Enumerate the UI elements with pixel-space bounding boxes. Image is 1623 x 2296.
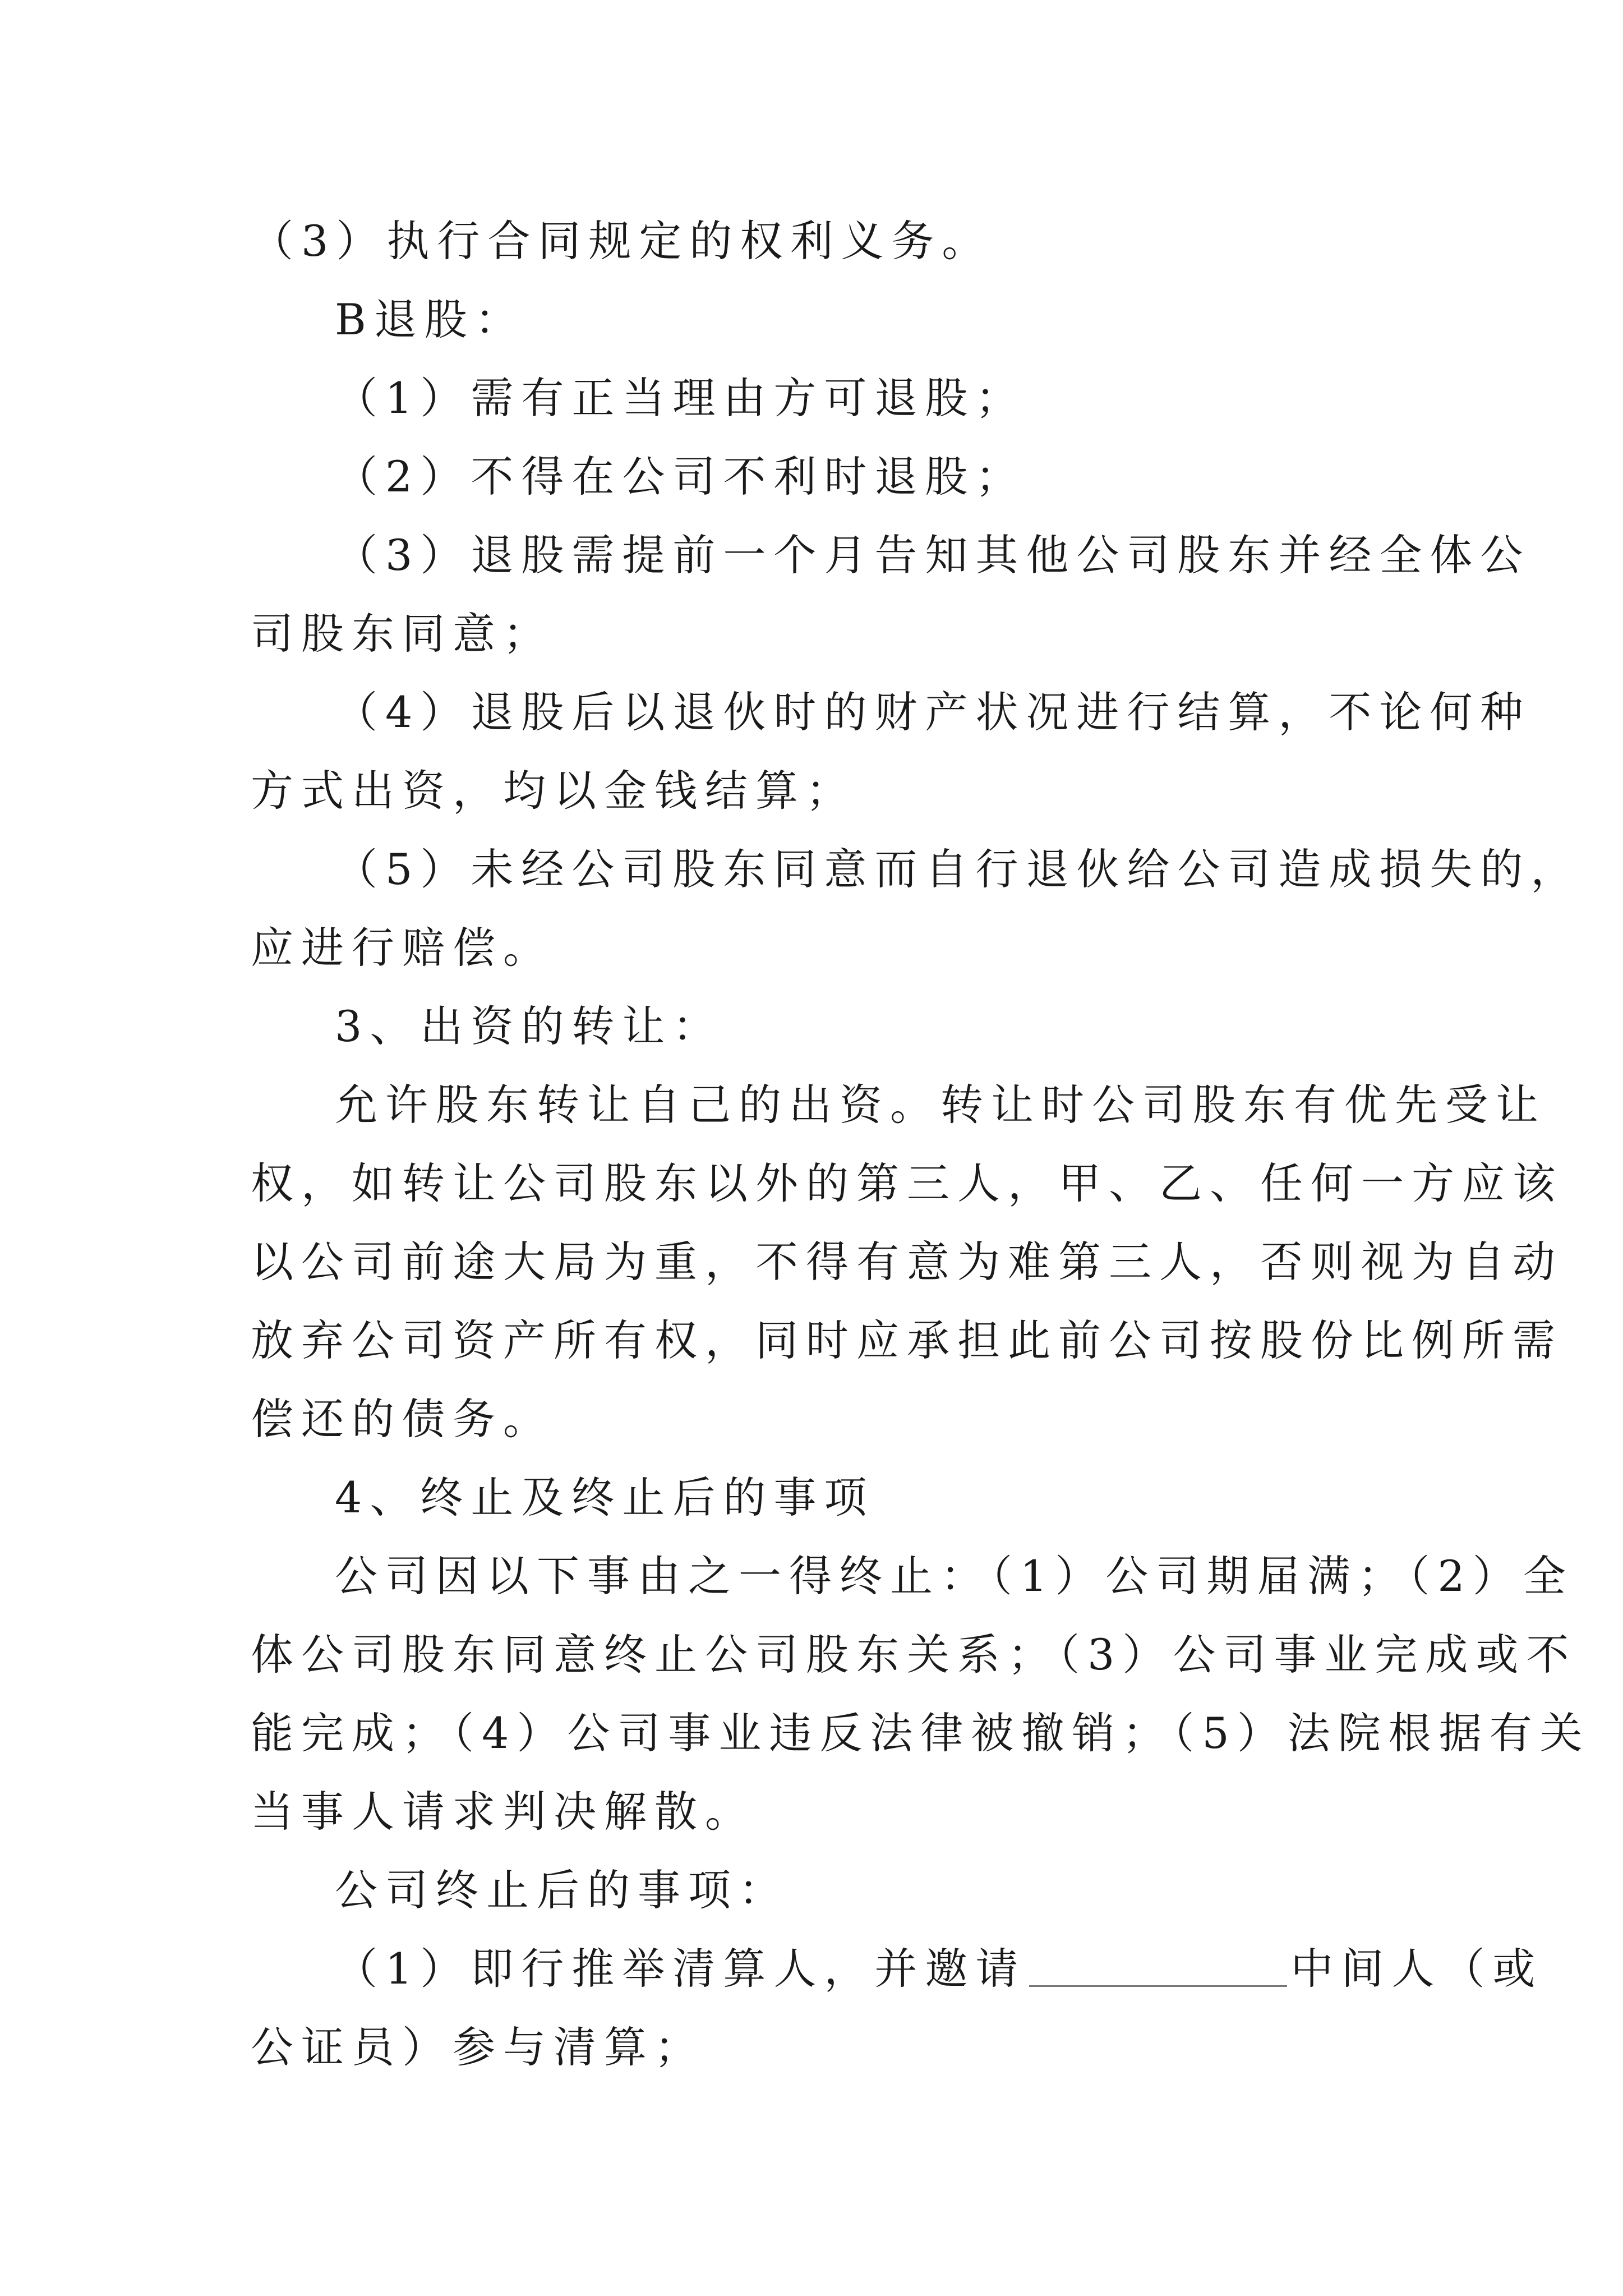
text-line: 放弃公司资产所有权，同时应承担此前公司按股份比例所需 [251, 1315, 1563, 1365]
text-after-blank: 中间人（或 [1290, 1944, 1543, 1994]
text-line: （4）退股后以退伙时的财产状况进行结算，不论何种 [335, 687, 1531, 737]
text-line: （3）退股需提前一个月告知其他公司股东并经全体公 [335, 530, 1531, 580]
text-line: （2）不得在公司不利时退股； [335, 452, 1026, 501]
section-heading: 4、终止及终止后的事项 [335, 1473, 875, 1522]
text-before-blank: （1）即行推举清算人，并邀请 [335, 1944, 1026, 1994]
text-line: 公证员）参与清算； [251, 2022, 705, 2072]
text-line: （3）执行合同规定的权利义务。 [251, 216, 993, 266]
text-line: 应进行赔偿。 [251, 923, 554, 973]
text-line: 当事人请求判决解散。 [251, 1787, 755, 1837]
text-line: 公司因以下事由之一得终止：（1）公司期届满；（2）全 [335, 1551, 1574, 1601]
section-heading: 3、出资的转让： [335, 1001, 723, 1051]
text-line: （1）需有正当理由方可退股； [335, 373, 1026, 423]
text-line: 方式出资，均以金钱结算； [251, 766, 856, 816]
text-line: 司股东同意； [251, 609, 554, 659]
text-line: （5）未经公司股东同意而自行退伙给公司造成损失的， [335, 844, 1581, 894]
text-line: 公司终止后的事项： [335, 1865, 789, 1915]
text-line: 偿还的债务。 [251, 1394, 554, 1444]
text-line: B退股： [335, 295, 525, 344]
fill-in-blank [1029, 1946, 1287, 1987]
text-line: 允许股东转让自己的出资。转让时公司股东有优先受让 [335, 1080, 1546, 1130]
text-line: 权，如转让公司股东以外的第三人，甲、乙、任何一方应该 [251, 1158, 1563, 1208]
text-line: 体公司股东同意终止公司股东关系；（3）公司事业完成或不 [251, 1630, 1577, 1680]
text-line: 能完成；（4）公司事业违反法律被撤销；（5）法院根据有关 [251, 1708, 1590, 1758]
text-line: 以公司前途大局为重，不得有意为难第三人，否则视为自动 [251, 1237, 1563, 1287]
text-line-with-blank [335, 1935, 1543, 2003]
